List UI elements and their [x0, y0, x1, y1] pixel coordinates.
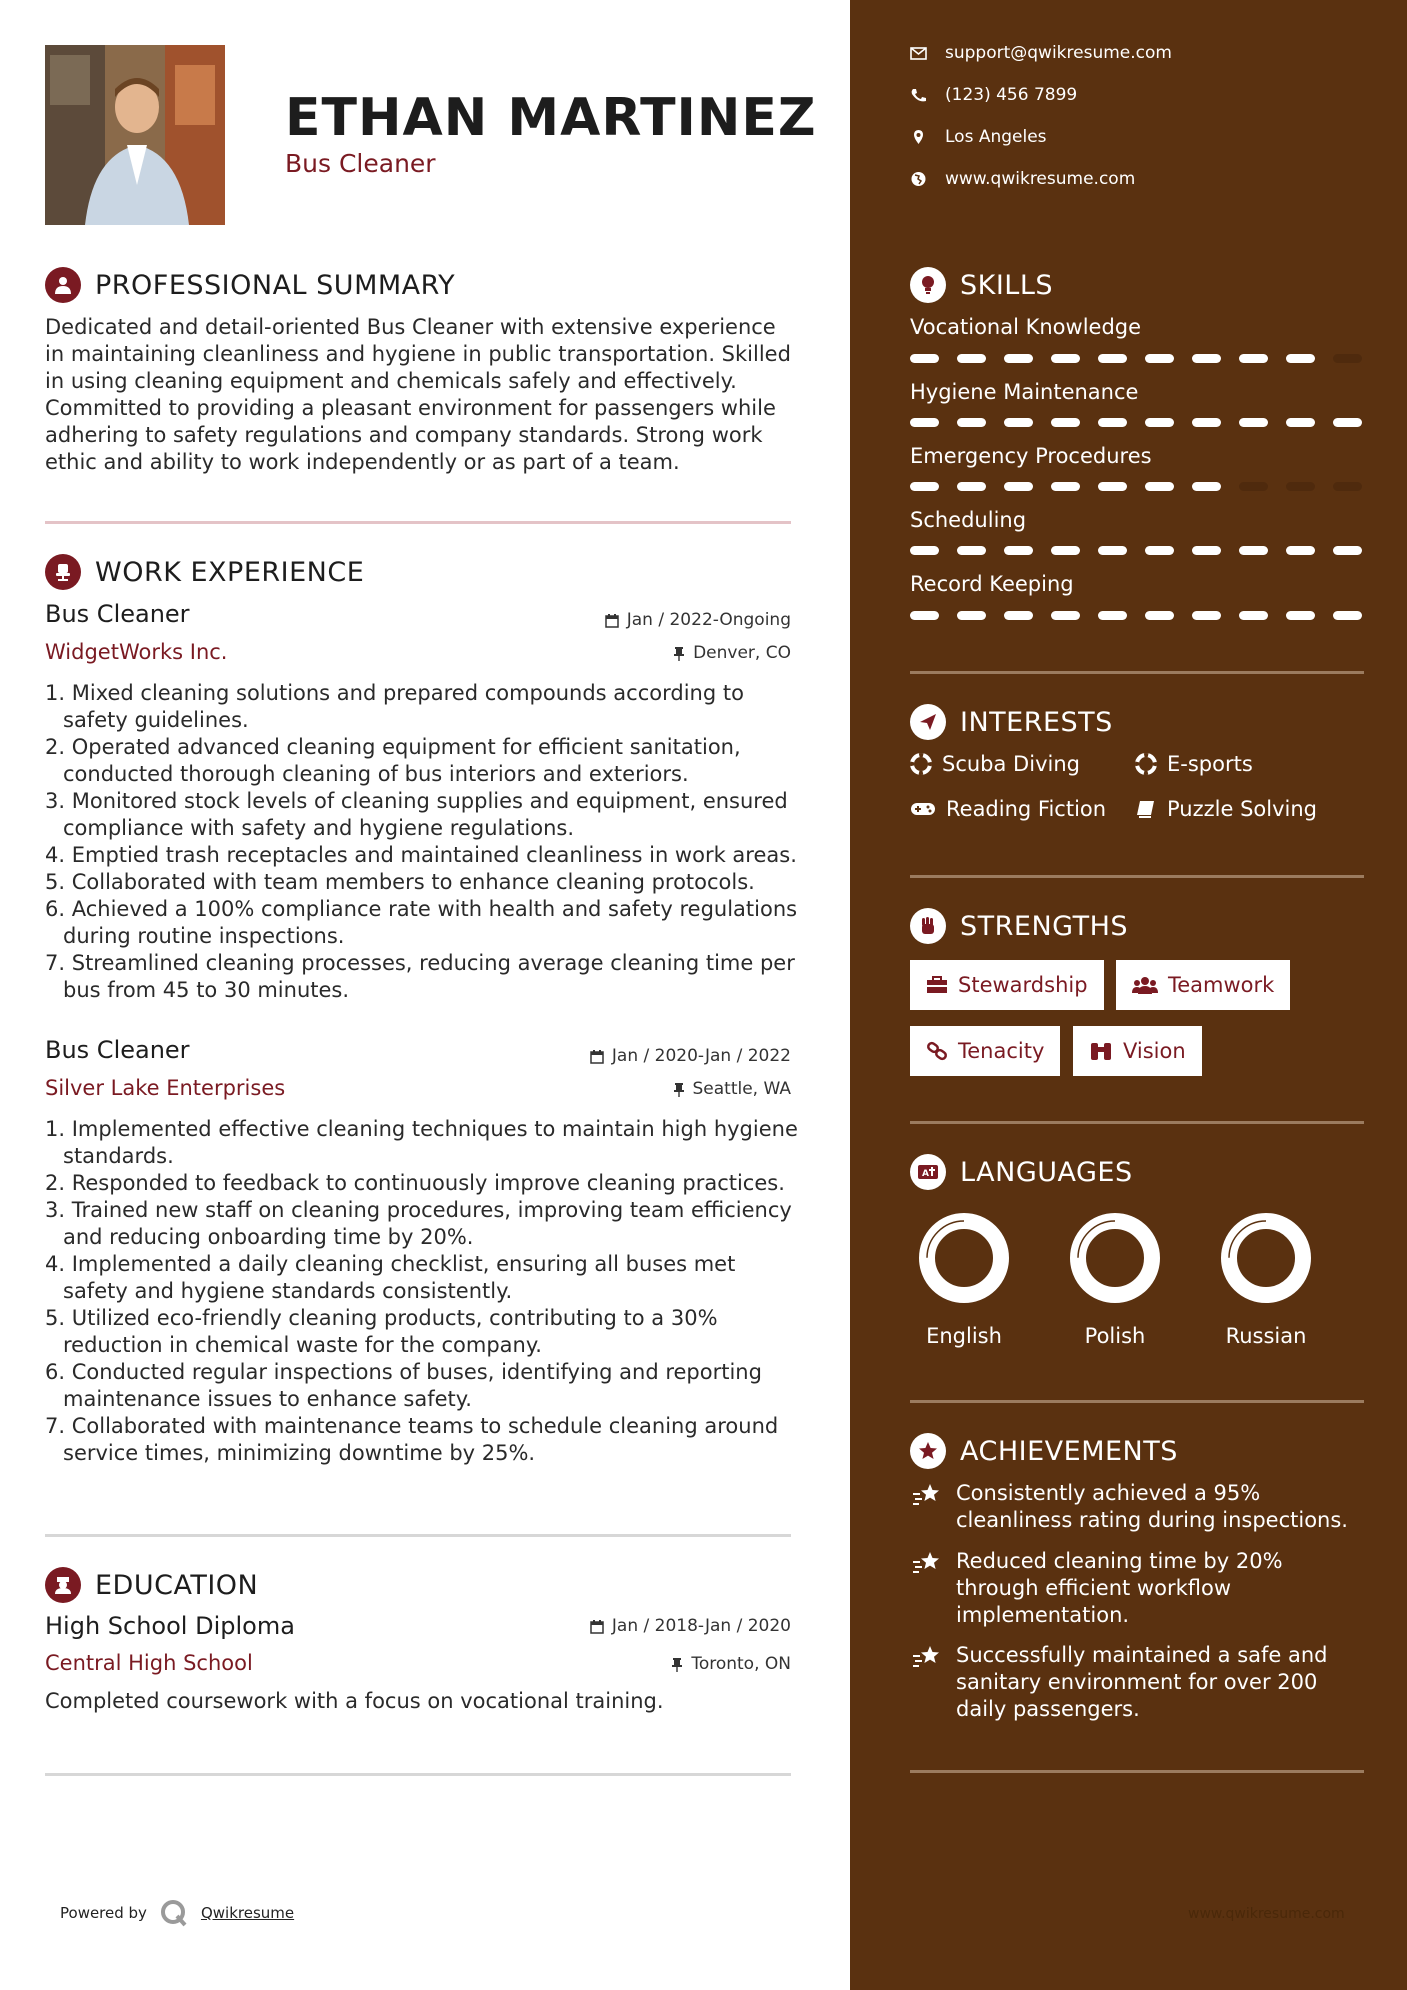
job-title: Bus Cleaner	[45, 600, 190, 628]
skill-dash-filled	[1192, 546, 1221, 555]
skill-dash-filled	[1286, 418, 1315, 427]
education-location-text: Toronto, ON	[691, 1654, 791, 1674]
skill-name: Record Keeping	[910, 572, 1074, 596]
skill-dash-filled	[910, 418, 939, 427]
users-icon	[1132, 976, 1158, 994]
education-dates-text: Jan / 2018-Jan / 2020	[611, 1616, 791, 1636]
achievement-text: Successfully maintained a safe and sanitary environment for over 200 daily passengers.	[956, 1643, 1328, 1721]
company-name: WidgetWorks Inc.	[45, 640, 228, 664]
globe-icon	[910, 171, 927, 187]
paper-plane-icon	[910, 704, 946, 740]
skill-dash-filled	[1051, 482, 1080, 491]
sidebar-divider	[910, 875, 1364, 878]
job-dates-text: Jan / 2020-Jan / 2022	[611, 1046, 791, 1066]
strength-label: Tenacity	[958, 1039, 1045, 1063]
list-item: Operated advanced cleaning equipment for efficient sanitation, conducted thorough cleaning of bus interiors and exteriors.	[63, 735, 741, 786]
list-item: Emptied trash receptacles and maintained cleanliness in work areas.	[71, 843, 797, 867]
list-item: Trained new staff on cleaning procedures, improving team efficiency and reducing onboarding time by 20%.	[63, 1198, 792, 1249]
skill-dash-filled	[1286, 546, 1315, 555]
list-item: Collaborated with team members to enhance cleaning protocols.	[71, 870, 755, 894]
skill-dash-empty	[1239, 482, 1268, 491]
skill-dash-filled	[1333, 611, 1362, 620]
briefcase-icon	[926, 976, 948, 994]
company-name: Silver Lake Enterprises	[45, 1076, 286, 1100]
skill-name: Scheduling	[910, 508, 1027, 532]
pin-icon	[671, 1657, 683, 1672]
achievement-item	[910, 1480, 1360, 1534]
interest-label: Reading Fiction	[946, 797, 1107, 821]
qwikresume-link[interactable]: Qwikresume	[200, 1904, 295, 1922]
skill-name: Hygiene Maintenance	[910, 380, 1139, 404]
skill-level-bar	[910, 418, 1362, 427]
skill-dash-filled	[1239, 418, 1268, 427]
achievement-text: Consistently achieved a 95% cleanliness rating during inspections.	[956, 1481, 1348, 1532]
pin-icon	[673, 646, 685, 661]
interest-item	[910, 797, 1106, 821]
skill-dash-filled	[1145, 418, 1174, 427]
education-description: Completed coursework with a focus on vocational training.	[45, 1689, 664, 1713]
skill-dash-filled	[1051, 418, 1080, 427]
interest-label: Scuba Diving	[942, 752, 1080, 776]
skill-dash-filled	[1051, 354, 1080, 363]
skills-section-header	[910, 267, 1053, 303]
language-item	[904, 1208, 1024, 1348]
binoculars-icon	[1089, 1041, 1113, 1061]
star-badge-icon	[910, 1433, 946, 1469]
skill-dash-filled	[957, 482, 986, 491]
sidebar-divider	[910, 1400, 1364, 1403]
strengths-section-header	[910, 908, 1128, 944]
languages-section-header	[910, 1154, 1133, 1190]
section-divider	[45, 521, 791, 524]
job-location	[673, 643, 791, 663]
contact-location-text: Los Angeles	[945, 127, 1047, 147]
skill-level-bar	[910, 482, 1362, 491]
achievement-text: Reduced cleaning time by 20% through efficient workflow implementation.	[956, 1549, 1283, 1627]
list-item: Responded to feedback to continuously improve cleaning practices.	[71, 1171, 785, 1195]
summary-heading: PROFESSIONAL SUMMARY	[95, 269, 456, 301]
education-dates	[590, 1616, 791, 1636]
sidebar-divider	[910, 1770, 1364, 1773]
skills-heading: SKILLS	[960, 269, 1054, 301]
skill-dash-filled	[1098, 482, 1127, 491]
job-location-text: Denver, CO	[693, 643, 791, 663]
interest-label: Puzzle Solving	[1167, 797, 1317, 821]
powered-by	[60, 1898, 294, 1928]
job-dates	[605, 610, 791, 630]
skill-dash-filled	[1098, 354, 1127, 363]
strength-chip	[1073, 1026, 1202, 1076]
skill-dash-filled	[910, 546, 939, 555]
book-icon	[1135, 799, 1157, 819]
contact-website-text: www.qwikresume.com	[945, 169, 1136, 189]
skill-dash-filled	[910, 482, 939, 491]
job-dates-text: Jan / 2022-Ongoing	[626, 610, 791, 630]
office-chair-icon	[45, 554, 81, 590]
achievements-heading: ACHIEVEMENTS	[960, 1435, 1178, 1467]
qwikresume-logo-icon	[159, 1898, 189, 1928]
language-ring	[914, 1208, 1014, 1308]
lifebuoy-icon	[1135, 753, 1157, 775]
list-item: Utilized eco-friendly cleaning products, contributing to a 30% reduction in chemical waste for the company.	[63, 1306, 718, 1357]
experience-heading: WORK EXPERIENCE	[95, 556, 365, 588]
strength-label: Stewardship	[958, 973, 1088, 997]
language-item	[1206, 1208, 1326, 1348]
interests-heading: INTERESTS	[960, 706, 1113, 738]
skill-dash-filled	[1192, 611, 1221, 620]
skill-dash-filled	[1145, 354, 1174, 363]
lifebuoy-icon	[910, 753, 932, 775]
skill-dash-empty	[1286, 482, 1315, 491]
skill-dash-filled	[1333, 418, 1362, 427]
list-item: Conducted regular inspections of buses, identifying and reporting maintenance issues to enhance safety.	[63, 1360, 762, 1411]
school-name: Central High School	[45, 1651, 253, 1675]
education-location	[671, 1654, 791, 1674]
skill-dash-filled	[1145, 482, 1174, 491]
powered-by-label: Powered by	[60, 1904, 147, 1922]
link-icon	[926, 1041, 948, 1061]
phone-icon	[910, 88, 927, 103]
job-title: Bus Cleaner	[45, 1036, 190, 1064]
sidebar-divider	[910, 1121, 1364, 1124]
interest-item	[910, 752, 1080, 776]
skill-dash-empty	[1333, 482, 1362, 491]
degree-name: High School Diploma	[45, 1612, 295, 1640]
lightbulb-icon	[910, 267, 946, 303]
skill-dash-filled	[957, 354, 986, 363]
skill-dash-filled	[1004, 354, 1033, 363]
skill-dash-filled	[957, 418, 986, 427]
strength-chip	[1116, 960, 1290, 1010]
gamepad-icon	[910, 801, 936, 817]
interests-section-header	[910, 704, 1113, 740]
profile-photo	[45, 45, 225, 225]
skill-dash-filled	[1286, 354, 1315, 363]
achievement-item	[910, 1548, 1360, 1629]
contact-email[interactable]	[910, 43, 1172, 63]
strength-label: Teamwork	[1168, 973, 1275, 997]
skill-dash-filled	[1004, 482, 1033, 491]
skill-dash-filled	[1239, 546, 1268, 555]
location-pin-icon	[910, 129, 927, 145]
strength-chip	[910, 960, 1104, 1010]
skill-dash-empty	[1333, 354, 1362, 363]
skill-dash-filled	[1098, 546, 1127, 555]
language-item	[1055, 1208, 1175, 1348]
list-item: Implemented a daily cleaning checklist, ensuring all buses met safety and hygiene standards consistently.	[63, 1252, 736, 1303]
envelope-icon	[910, 47, 927, 60]
skill-dash-filled	[1192, 354, 1221, 363]
contact-phone-text: (123) 456 7899	[945, 85, 1078, 105]
language-ring	[1065, 1208, 1165, 1308]
user-icon	[45, 267, 81, 303]
interest-label: E-sports	[1167, 752, 1253, 776]
skill-dash-filled	[1051, 546, 1080, 555]
contact-location	[910, 127, 1047, 147]
skill-dash-filled	[1004, 611, 1033, 620]
skill-level-bar	[910, 611, 1362, 620]
job-dates	[590, 1046, 791, 1066]
skill-dash-filled	[1192, 418, 1221, 427]
experience-section-header	[45, 554, 364, 590]
sidebar-divider	[910, 671, 1364, 674]
graduate-icon	[45, 1567, 81, 1603]
list-item: Mixed cleaning solutions and prepared compounds according to safety guidelines.	[63, 681, 744, 732]
shooting-star-icon	[910, 1482, 944, 1508]
interest-item	[1135, 797, 1317, 821]
summary-text: Dedicated and detail-oriented Bus Cleaner with extensive experience in maintaining cleanliness and hygiene in public transportation. Skilled in using cleaning equipment and chemicals safely and effectively. Committed to providing a pleasant environment for passengers while adhering to safety regulations and company standards. Strong work ethic and ability to work independently or as part of a team.	[45, 315, 791, 474]
skill-dash-filled	[1239, 354, 1268, 363]
skill-dash-filled	[1145, 611, 1174, 620]
job-location-text: Seattle, WA	[692, 1079, 791, 1099]
achievements-section-header	[910, 1433, 1178, 1469]
shooting-star-icon	[910, 1644, 944, 1670]
skill-dash-filled	[957, 611, 986, 620]
list-item: Monitored stock levels of cleaning supplies and equipment, ensured compliance with safety and hygiene regulations.	[63, 789, 788, 840]
strength-label: Vision	[1123, 1039, 1186, 1063]
languages-heading: LANGUAGES	[960, 1156, 1133, 1188]
calendar-icon	[605, 613, 619, 628]
calendar-icon	[590, 1619, 604, 1634]
skill-dash-filled	[1333, 546, 1362, 555]
education-heading: EDUCATION	[95, 1569, 259, 1601]
shooting-star-icon	[910, 1550, 944, 1576]
skill-dash-filled	[1098, 611, 1127, 620]
language-ring	[1216, 1208, 1316, 1308]
skill-name: Emergency Procedures	[910, 444, 1152, 468]
candidate-title: Bus Cleaner	[285, 149, 436, 178]
list-item: Collaborated with maintenance teams to schedule cleaning around service times, minimizing downtime by 25%.	[63, 1414, 779, 1465]
skill-dash-filled	[1192, 482, 1221, 491]
skill-dash-filled	[1239, 611, 1268, 620]
skill-dash-filled	[910, 611, 939, 620]
contact-email-text: support@qwikresume.com	[945, 43, 1172, 63]
svg-text:A: A	[922, 1169, 929, 1179]
strength-chip	[910, 1026, 1060, 1076]
job-bullets	[45, 1116, 800, 1467]
language-icon	[910, 1154, 946, 1190]
skill-dash-filled	[1145, 546, 1174, 555]
achievement-item	[910, 1642, 1360, 1723]
contact-website[interactable]	[910, 169, 1135, 189]
skill-name: Vocational Knowledge	[910, 315, 1142, 339]
strengths-heading: STRENGTHS	[960, 910, 1129, 942]
candidate-name: ETHAN MARTINEZ	[285, 88, 817, 148]
list-item: Achieved a 100% compliance rate with health and safety regulations during routine inspections.	[63, 897, 798, 948]
language-name: Polish	[1084, 1324, 1146, 1348]
footer-watermark: www.qwikresume.com	[1188, 1906, 1345, 1922]
skill-dash-filled	[957, 546, 986, 555]
education-section-header	[45, 1567, 258, 1603]
list-item: Implemented effective cleaning techniques to maintain high hygiene standards.	[63, 1117, 798, 1168]
skill-dash-filled	[1004, 418, 1033, 427]
skill-level-bar	[910, 354, 1362, 363]
language-name: Russian	[1225, 1324, 1307, 1348]
job-bullets	[45, 680, 800, 1004]
summary-section-header	[45, 267, 455, 303]
skill-dash-filled	[1098, 418, 1127, 427]
section-divider	[45, 1773, 791, 1776]
skill-level-bar	[910, 546, 1362, 555]
skill-dash-filled	[1286, 611, 1315, 620]
section-divider	[45, 1534, 791, 1537]
contact-phone[interactable]	[910, 85, 1077, 105]
job-location	[673, 1079, 792, 1099]
fist-icon	[910, 908, 946, 944]
interest-item	[1135, 752, 1253, 776]
list-item: Streamlined cleaning processes, reducing average cleaning time per bus from 45 to 30 minutes.	[63, 951, 795, 1002]
skill-dash-filled	[1004, 546, 1033, 555]
skill-dash-filled	[1051, 611, 1080, 620]
calendar-icon	[590, 1049, 604, 1064]
language-name: English	[926, 1324, 1002, 1348]
pin-icon	[673, 1082, 685, 1097]
skill-dash-filled	[910, 354, 939, 363]
